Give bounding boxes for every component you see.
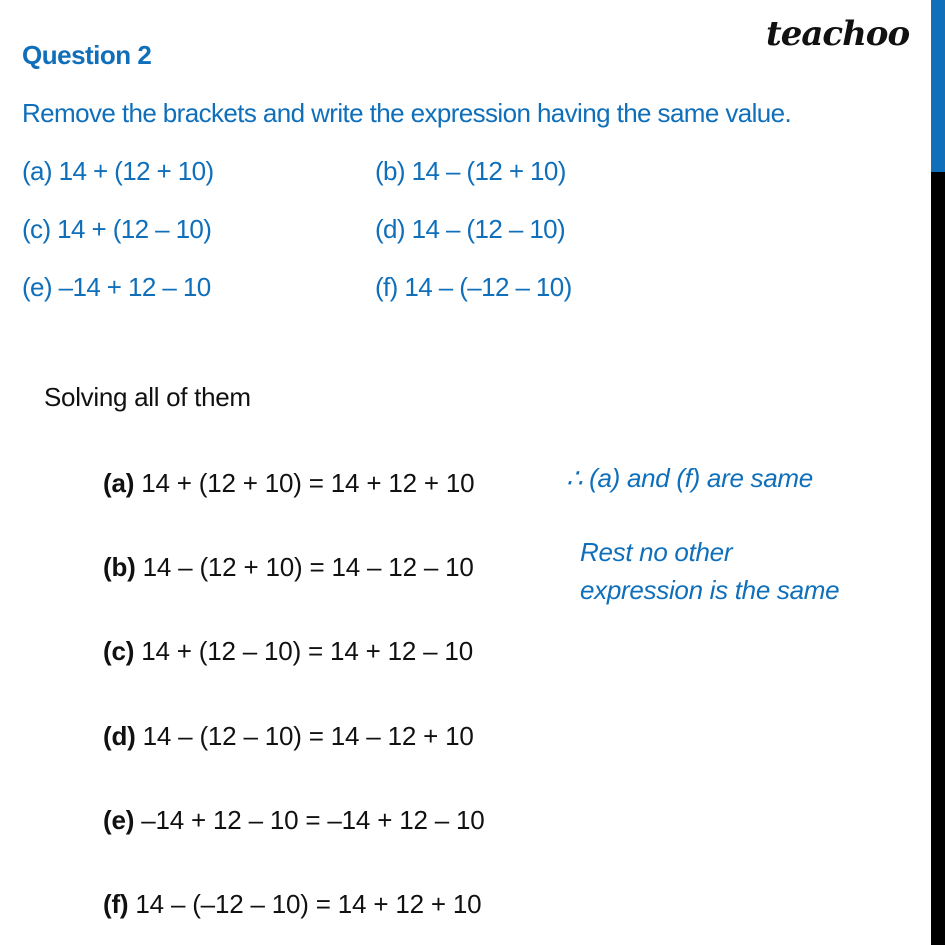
option-c: (c) 14 + (12 – 10) bbox=[22, 214, 212, 244]
conclusion-text: ∴ (a) and (f) are same bbox=[566, 463, 813, 493]
solution-step-f bbox=[103, 889, 481, 920]
option-a: (a) 14 + (12 + 10) bbox=[22, 156, 214, 186]
step-tag: (c) bbox=[103, 636, 135, 666]
step-tag: (b) bbox=[103, 552, 136, 582]
option-b: (b) 14 – (12 + 10) bbox=[375, 156, 566, 186]
solution-step-a bbox=[103, 468, 474, 499]
step-tag: (a) bbox=[103, 468, 135, 498]
solution-step-c bbox=[103, 636, 473, 667]
solution-step-b bbox=[103, 552, 474, 583]
teachoo-logo: teachoo bbox=[766, 14, 910, 54]
sidebar-dark-bar bbox=[931, 172, 945, 945]
question-title: Question 2 bbox=[22, 40, 152, 70]
option-e: (e) –14 + 12 – 10 bbox=[22, 272, 211, 302]
solution-step-e bbox=[103, 805, 485, 836]
question-prompt: Remove the brackets and write the expression having the same value. bbox=[22, 98, 792, 128]
option-d: (d) 14 – (12 – 10) bbox=[375, 214, 566, 244]
option-f: (f) 14 – (–12 – 10) bbox=[375, 272, 572, 302]
step-expr: 14 + (12 – 10) = 14 + 12 – 10 bbox=[134, 636, 473, 666]
solution-step-d bbox=[103, 721, 474, 752]
step-tag: (d) bbox=[103, 721, 136, 751]
note-line-1: Rest no other bbox=[580, 537, 733, 567]
note-line-2: expression is the same bbox=[580, 575, 840, 605]
step-expr: 14 + (12 + 10) = 14 + 12 + 10 bbox=[134, 468, 475, 498]
step-expr: 14 – (12 + 10) = 14 – 12 – 10 bbox=[135, 552, 474, 582]
step-expr: 14 – (12 – 10) = 14 – 12 + 10 bbox=[135, 721, 474, 751]
sidebar-accent-bar bbox=[931, 0, 945, 172]
step-expr: 14 – (–12 – 10) = 14 + 12 + 10 bbox=[128, 889, 482, 919]
step-tag: (e) bbox=[103, 805, 135, 835]
step-expr: –14 + 12 – 10 = –14 + 12 – 10 bbox=[134, 805, 485, 835]
solution-heading: Solving all of them bbox=[44, 382, 251, 412]
step-tag: (f) bbox=[103, 889, 129, 919]
